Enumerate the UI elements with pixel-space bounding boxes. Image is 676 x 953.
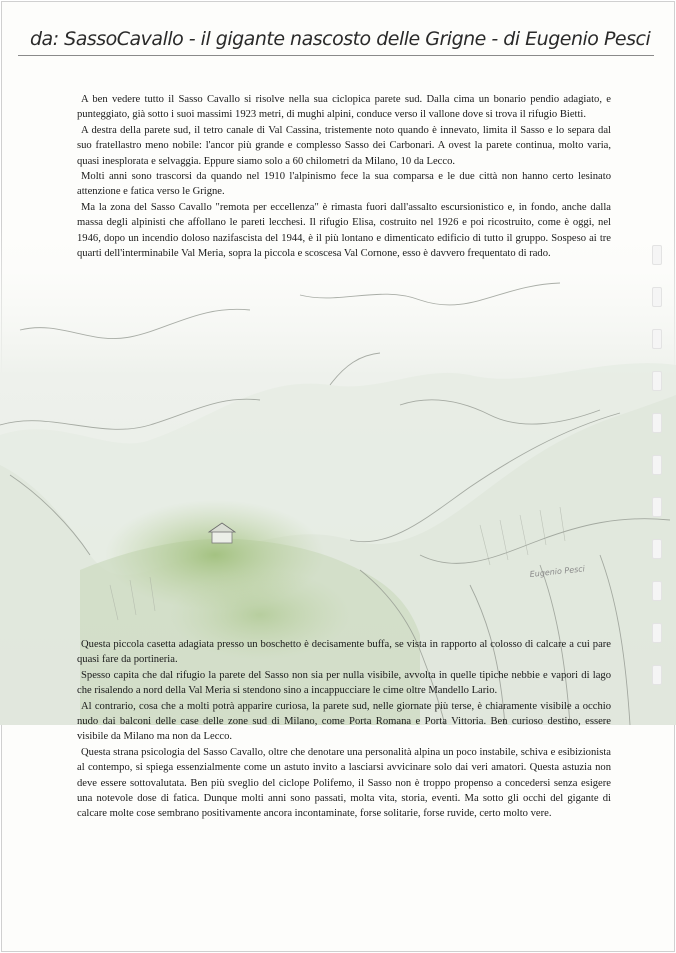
paragraph: A destra della parete sud, il tetro canale di Val Cassina, tristemente noto quando è innevato, limita il Sasso e lo separa dal suo fratellastro meno nobile: l'ancor più grande e complesso Sasso dei Carbonari. A ovest la parete continua, molto varia, quasi inesplorata e selvaggia. Eppure siamo solo a 60 chilometri da Milano, 10 da Lecco. bbox=[77, 124, 611, 167]
handwritten-header: da: SassoCavallo - il gigante nascosto delle Grigne - di Eugenio Pesci bbox=[30, 28, 651, 50]
paragraph: A ben vedere tutto il Sasso Cavallo si risolve nella sua ciclopica parete sud. Dalla cima un bonario pendio adagiato, e punteggiato, già sotto i suoi massimi 1923 metri, di mughi alpini, conduce verso il vallone dove si trova il rifugio Bietti. bbox=[77, 94, 611, 121]
header-rule bbox=[18, 55, 654, 56]
paragraph: Ma la zona del Sasso Cavallo "remota per eccellenza" è rimasta fuori dall'assalto escursionistico e, in fondo, anche dalla massa degli alpinisti che affollano le pareti lecchesi. Il rifugio Elisa, costruito nel 1926 e poi ricostruito, come è oggi, nel 1946, dopo un incendio doloso nazifascista del 1944, è il più lontano e dimenticato edificio di tutto il gruppo. Sospeso ai tre quarti dell'interminabile Val Meria, sopra la piccola e scoscesa Val Cornone, esso è davvero frequentato di rado. bbox=[77, 201, 611, 260]
article-text-bottom bbox=[77, 637, 611, 822]
paragraph: Molti anni sono trascorsi da quando nel 1910 l'alpinismo fece la sua comparsa e le due città non hanno certo lesinato attenzione e fatica verso le Grigne. bbox=[77, 171, 611, 198]
paragraph: Spesso capita che dal rifugio la parete del Sasso non sia per nulla visibile, avvolta in quelle tipiche nebbie e vapori di lago che risalendo a nord della Val Meria si stendono sino a incappucciare le cime oltre Mandello Lario. bbox=[77, 669, 611, 697]
binder-perforations bbox=[652, 245, 662, 685]
paragraph: Questa piccola casetta adagiata presso un boschetto è decisamente buffa, se vista in rapporto al colosso di calcare a cui pare quasi fare da portineria. bbox=[77, 639, 611, 666]
article-text-top bbox=[77, 92, 611, 261]
sketch-signature: Eugenio Pesci bbox=[529, 564, 586, 579]
paragraph: Al contrario, cosa che a molti potrà apparire curiosa, la parete sud, nelle giornate più terse, è chiaramente visibile a occhio nudo dai balconi delle case delle zone sud di Milano, come Porta Romana e Porta Vittoria. Ben curioso destino, essere visibile da Milano ma non da Lecco. bbox=[77, 700, 611, 743]
paragraph: Questa strana psicologia del Sasso Cavallo, oltre che denotare una personalità alpina un poco instabile, schiva e esibizionista al contempo, si spiega essenzialmente come un astuto invito a lasciarsi avvicinare solo dai veri amatori. Questa astuzia non deve essere sottovalutata. Ben più sveglio del ciclope Polifemo, il Sasso non è troppo propenso a concedersi senza esigere una notevole dose di fatica. Dunque molti anni sono passati, molta vita, storia, eventi. Ma sotto gli occhi del gigante di calcare molte cose sembrano positivamente ancora incontaminate, forse solitarie, forse ruvide, certo molto vere. bbox=[77, 746, 611, 820]
